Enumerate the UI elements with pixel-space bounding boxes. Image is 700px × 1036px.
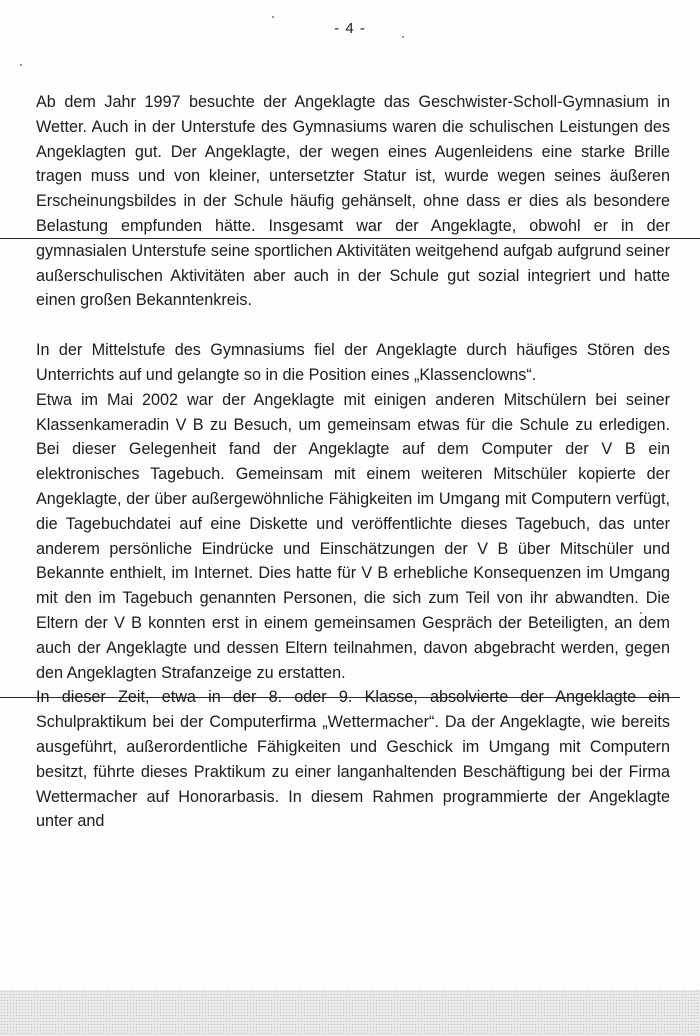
paragraph: Etwa im Mai 2002 war der Angeklagte mit einigen anderen Mitschülern bei seiner Klassenkameradin V B zu Besuch, um gemeinsam etwas für die Schule zu erledigen. Bei dieser Gelegenheit fand der Angeklagte auf dem Computer der V B ein elektronisches Tagebuch. Gemeinsam mit einem weiteren Mitschüler kopierte der Angeklagte, der über außergewöhnliche Fähigkeiten im Umgang mit Computern verfügt, die Tagebuchdatei auf eine Diskette und veröffentlichte dieses Tagebuch, das unter anderem persönliche Eindrücke und Einschätzungen der V B über Mitschüler und Bekannte enthielt, im Internet. Dies hatte für V B erhebliche Konsequenzen im Umgang mit den im Tagebuch genannten Personen, die sich zum Teil von ihr abwandten. Die Eltern der V B konnten erst in einem gemeinsamen Gespräch der Beteiligten, an dem auch der Angeklagte und dessen Eltern teilnahmen, davon abgebracht werden, gegen den Angeklagten Strafanzeige zu erstatten.: [36, 390, 670, 682]
paragraph: In der Mittelstufe des Gymnasiums fiel der Angeklagte durch häufiges Stören des Unterrichts auf und gelangte so in die Position eines „Klassenclowns“.: [36, 341, 670, 384]
scan-noise-band: [0, 990, 700, 1036]
document-body: [36, 90, 670, 834]
paragraph: Ab dem Jahr 1997 besuchte der Angeklagte das Geschwister-Scholl-Gymnasium in Wetter. Auch in der Unterstufe des Gymnasiums waren die schulischen Leistungen des Angeklagten gut. Der Angeklagte, der wegen eines Augenleidens eine starke Brille tragen muss und von kleiner, untersetzter Statur ist, wurde wegen seines äußeren Erscheinungsbildes in der Schule häufig gehänselt, ohne dass er dies als besondere Belastung empfunden hätte. Insgesamt war der Angeklagte, obwohl er in der gymnasialen Unterstufe seine sportlichen Aktivitäten weitgehend aufgab aufgrund seiner außerschulischen Aktivitäten aber auch in der Schule gut sozial integriert und hatte einen großen Bekanntenkreis.: [36, 93, 670, 310]
scan-speck: [20, 64, 22, 66]
page-number: - 4 -: [334, 20, 366, 37]
paragraph: In dieser Zeit, etwa in der 8. oder 9. Klasse, absolvierte der Angeklagte ein Schulpraktikum bei der Computerfirma „Wettermacher“. Da der Angeklagte, wie bereits ausgeführt, außerordentliche Fähigkeiten und Geschick im Umgang mit Computern besitzt, führte dieses Praktikum zu einer langanhaltenden Beschäftigung bei der Firma Wettermacher auf Honorarbasis. In diesem Rahmen programmierte der Angeklagte unter and: [36, 688, 670, 831]
scan-speck: [402, 36, 404, 38]
scan-speck: [640, 612, 642, 614]
scan-speck: [272, 16, 274, 18]
paragraph-gap: [36, 313, 670, 338]
